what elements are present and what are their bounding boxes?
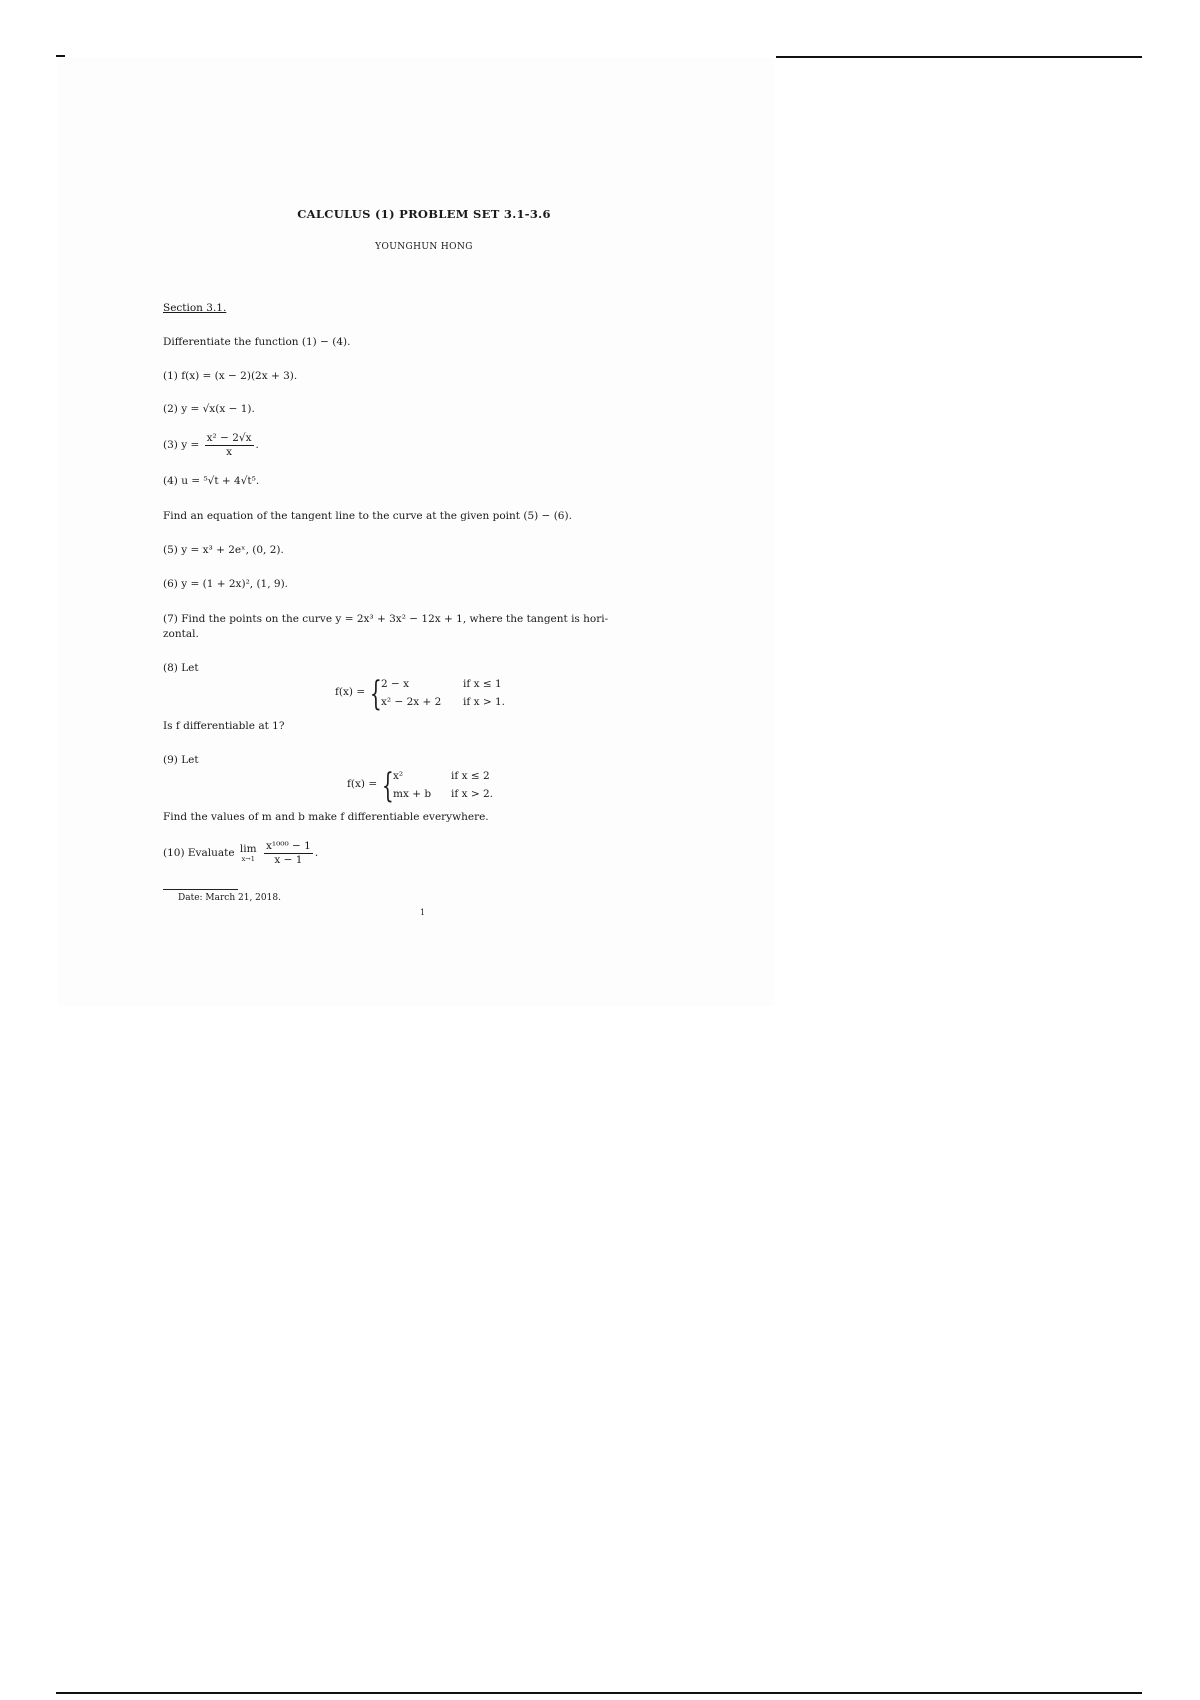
- problem-8-case-1-expr: 2 − x: [381, 678, 410, 690]
- instruction-differentiate: Differentiate the function (1) − (4).: [163, 336, 351, 348]
- problem-10-lim: lim: [239, 842, 257, 855]
- problem-3-fraction: [205, 432, 254, 458]
- problem-4: (4) u = ⁵√t + 4√t⁵.: [163, 475, 260, 487]
- problem-9-case-1-expr: x²: [393, 770, 404, 782]
- problem-10-numerator: x¹⁰⁰⁰ − 1: [265, 840, 311, 852]
- problem-9-question: Find the values of m and b make f differentiable everywhere.: [163, 811, 489, 823]
- problem-9-case-2-cond: if x > 2.: [451, 788, 493, 800]
- problem-6: (6) y = (1 + 2x)², (1, 9).: [163, 578, 289, 590]
- problem-10-tail: .: [314, 847, 319, 860]
- page-number: 1: [420, 908, 426, 917]
- problem-9-label: (9) Let: [163, 754, 199, 766]
- problem-3-numerator: x² − 2√x: [206, 432, 252, 444]
- section-heading: Section 3.1.: [163, 302, 227, 314]
- footnote: Date: March 21, 2018.: [178, 893, 281, 903]
- problem-8-piecewise: [335, 674, 555, 714]
- problem-1: (1) f(x) = (x − 2)(2x + 3).: [163, 370, 298, 382]
- problem-5: (5) y = x³ + 2eˣ, (0, 2).: [163, 544, 284, 556]
- problem-7-line-2: zontal.: [163, 628, 199, 640]
- problem-9-lhs: f(x) =: [347, 778, 378, 790]
- problem-8-case-2-expr: x² − 2x + 2: [381, 696, 442, 708]
- problem-9-brace: {: [381, 766, 394, 806]
- top-left-mark: [56, 55, 65, 57]
- document-title: CALCULUS (1) PROBLEM SET 3.1-3.6: [297, 207, 551, 221]
- problem-3-lead: (3) y =: [163, 439, 200, 452]
- problem-9-case-2-expr: mx + b: [393, 788, 432, 800]
- problem-10-fraction: [264, 840, 313, 866]
- problem-10-lead: (10) Evaluate: [163, 847, 235, 860]
- problem-8-lhs: f(x) =: [335, 686, 366, 698]
- problem-8-brace: {: [369, 674, 382, 714]
- problem-2: (2) y = √x(x − 1).: [163, 403, 255, 415]
- problem-8-question: Is f differentiable at 1?: [163, 720, 285, 732]
- document-author: YOUNGHUN HONG: [375, 242, 473, 252]
- problem-7-line-1: (7) Find the points on the curve y = 2x³ + 3x² − 12x + 1, where the tangent is hori-: [163, 613, 609, 625]
- problem-10-denominator: x − 1: [274, 853, 303, 866]
- problem-10: [163, 840, 318, 866]
- instruction-tangent: Find an equation of the tangent line to the curve at the given point (5) − (6).: [163, 510, 572, 522]
- bottom-rule: [56, 1692, 1142, 1694]
- problem-9-case-1-cond: if x ≤ 2: [451, 770, 490, 782]
- problem-8-case-1-cond: if x ≤ 1: [463, 678, 502, 690]
- top-right-rule: [776, 56, 1142, 58]
- problem-8-label: (8) Let: [163, 662, 199, 674]
- problem-3: [163, 432, 259, 458]
- problem-9-piecewise: [347, 766, 547, 806]
- problem-3-denominator: x: [226, 445, 233, 458]
- problem-3-tail: .: [255, 439, 259, 452]
- problem-10-lim-sub: x→1: [241, 854, 255, 863]
- footnote-rule: [163, 889, 238, 890]
- problem-8-case-2-cond: if x > 1.: [463, 696, 505, 708]
- problem-10-limit: [240, 843, 257, 863]
